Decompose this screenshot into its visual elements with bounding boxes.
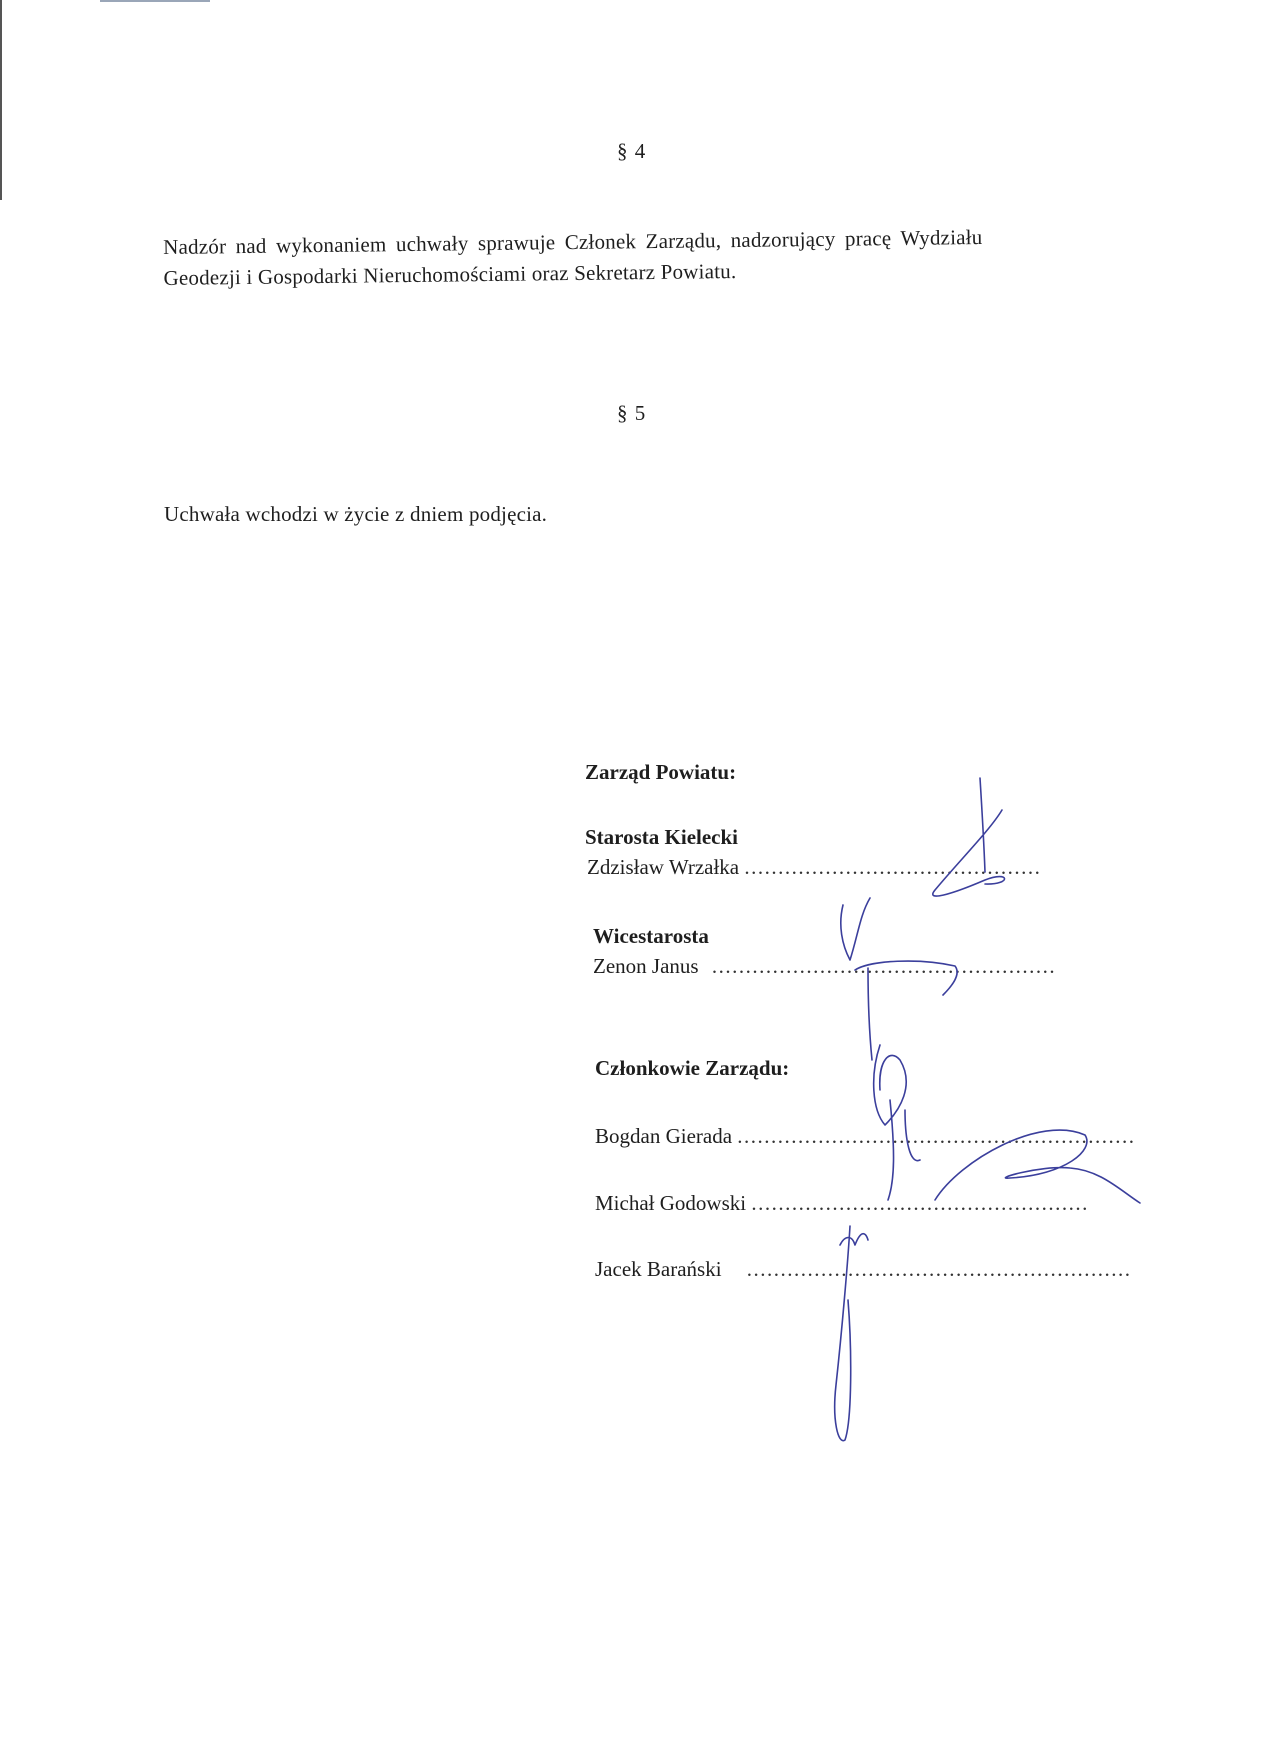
starosta-signature-line xyxy=(587,855,1041,880)
wicestarosta-signature-line xyxy=(593,954,1056,979)
section-4-mark: § 4 xyxy=(617,139,647,163)
signature-member-1 xyxy=(874,1045,920,1200)
starosta-name: Zdzisław Wrzałka xyxy=(587,855,740,879)
section-4-paragraph xyxy=(163,220,1114,294)
board-heading: Zarząd Powiatu: xyxy=(585,760,737,784)
starosta-title: Starosta Kielecki xyxy=(585,825,739,849)
section-4-line-1: Nadzór nad wykonaniem uchwały sprawuje Członek Zarządu, nadzorujący pracę Wydziału xyxy=(163,224,983,259)
signature-dots: .................................................. xyxy=(751,1191,1089,1215)
wicestarosta-title: Wicestarosta xyxy=(593,924,709,948)
member-name: Jacek Barański xyxy=(595,1257,722,1281)
signature-dots: ............................................ xyxy=(744,855,1042,879)
scan-edge xyxy=(0,0,2,200)
members-heading: Członkowie Zarządu: xyxy=(595,1056,790,1080)
signature-dots: ........................................................... xyxy=(737,1124,1136,1148)
wicestarosta-name: Zenon Janus xyxy=(593,954,699,978)
member-signature-line xyxy=(595,1257,1132,1282)
member-signature-line xyxy=(595,1191,1089,1216)
section-5-mark: § 5 xyxy=(617,401,647,425)
section-4-line-2: Geodezji i Gospodarki Nieruchomościami oraz Sekretarz Powiatu. xyxy=(163,258,737,290)
signature-dots: ................................................... xyxy=(711,954,1057,978)
member-signature-line xyxy=(595,1124,1136,1149)
signature-wicestarosta xyxy=(841,898,957,1060)
member-name: Bogdan Gierada xyxy=(595,1124,733,1148)
section-5-paragraph: Uchwała wchodzi w życie z dniem podjęcia. xyxy=(164,502,548,526)
signature-dots: ......................................................... xyxy=(746,1257,1132,1281)
member-name: Michał Godowski xyxy=(595,1191,747,1215)
scan-mark xyxy=(100,0,210,2)
